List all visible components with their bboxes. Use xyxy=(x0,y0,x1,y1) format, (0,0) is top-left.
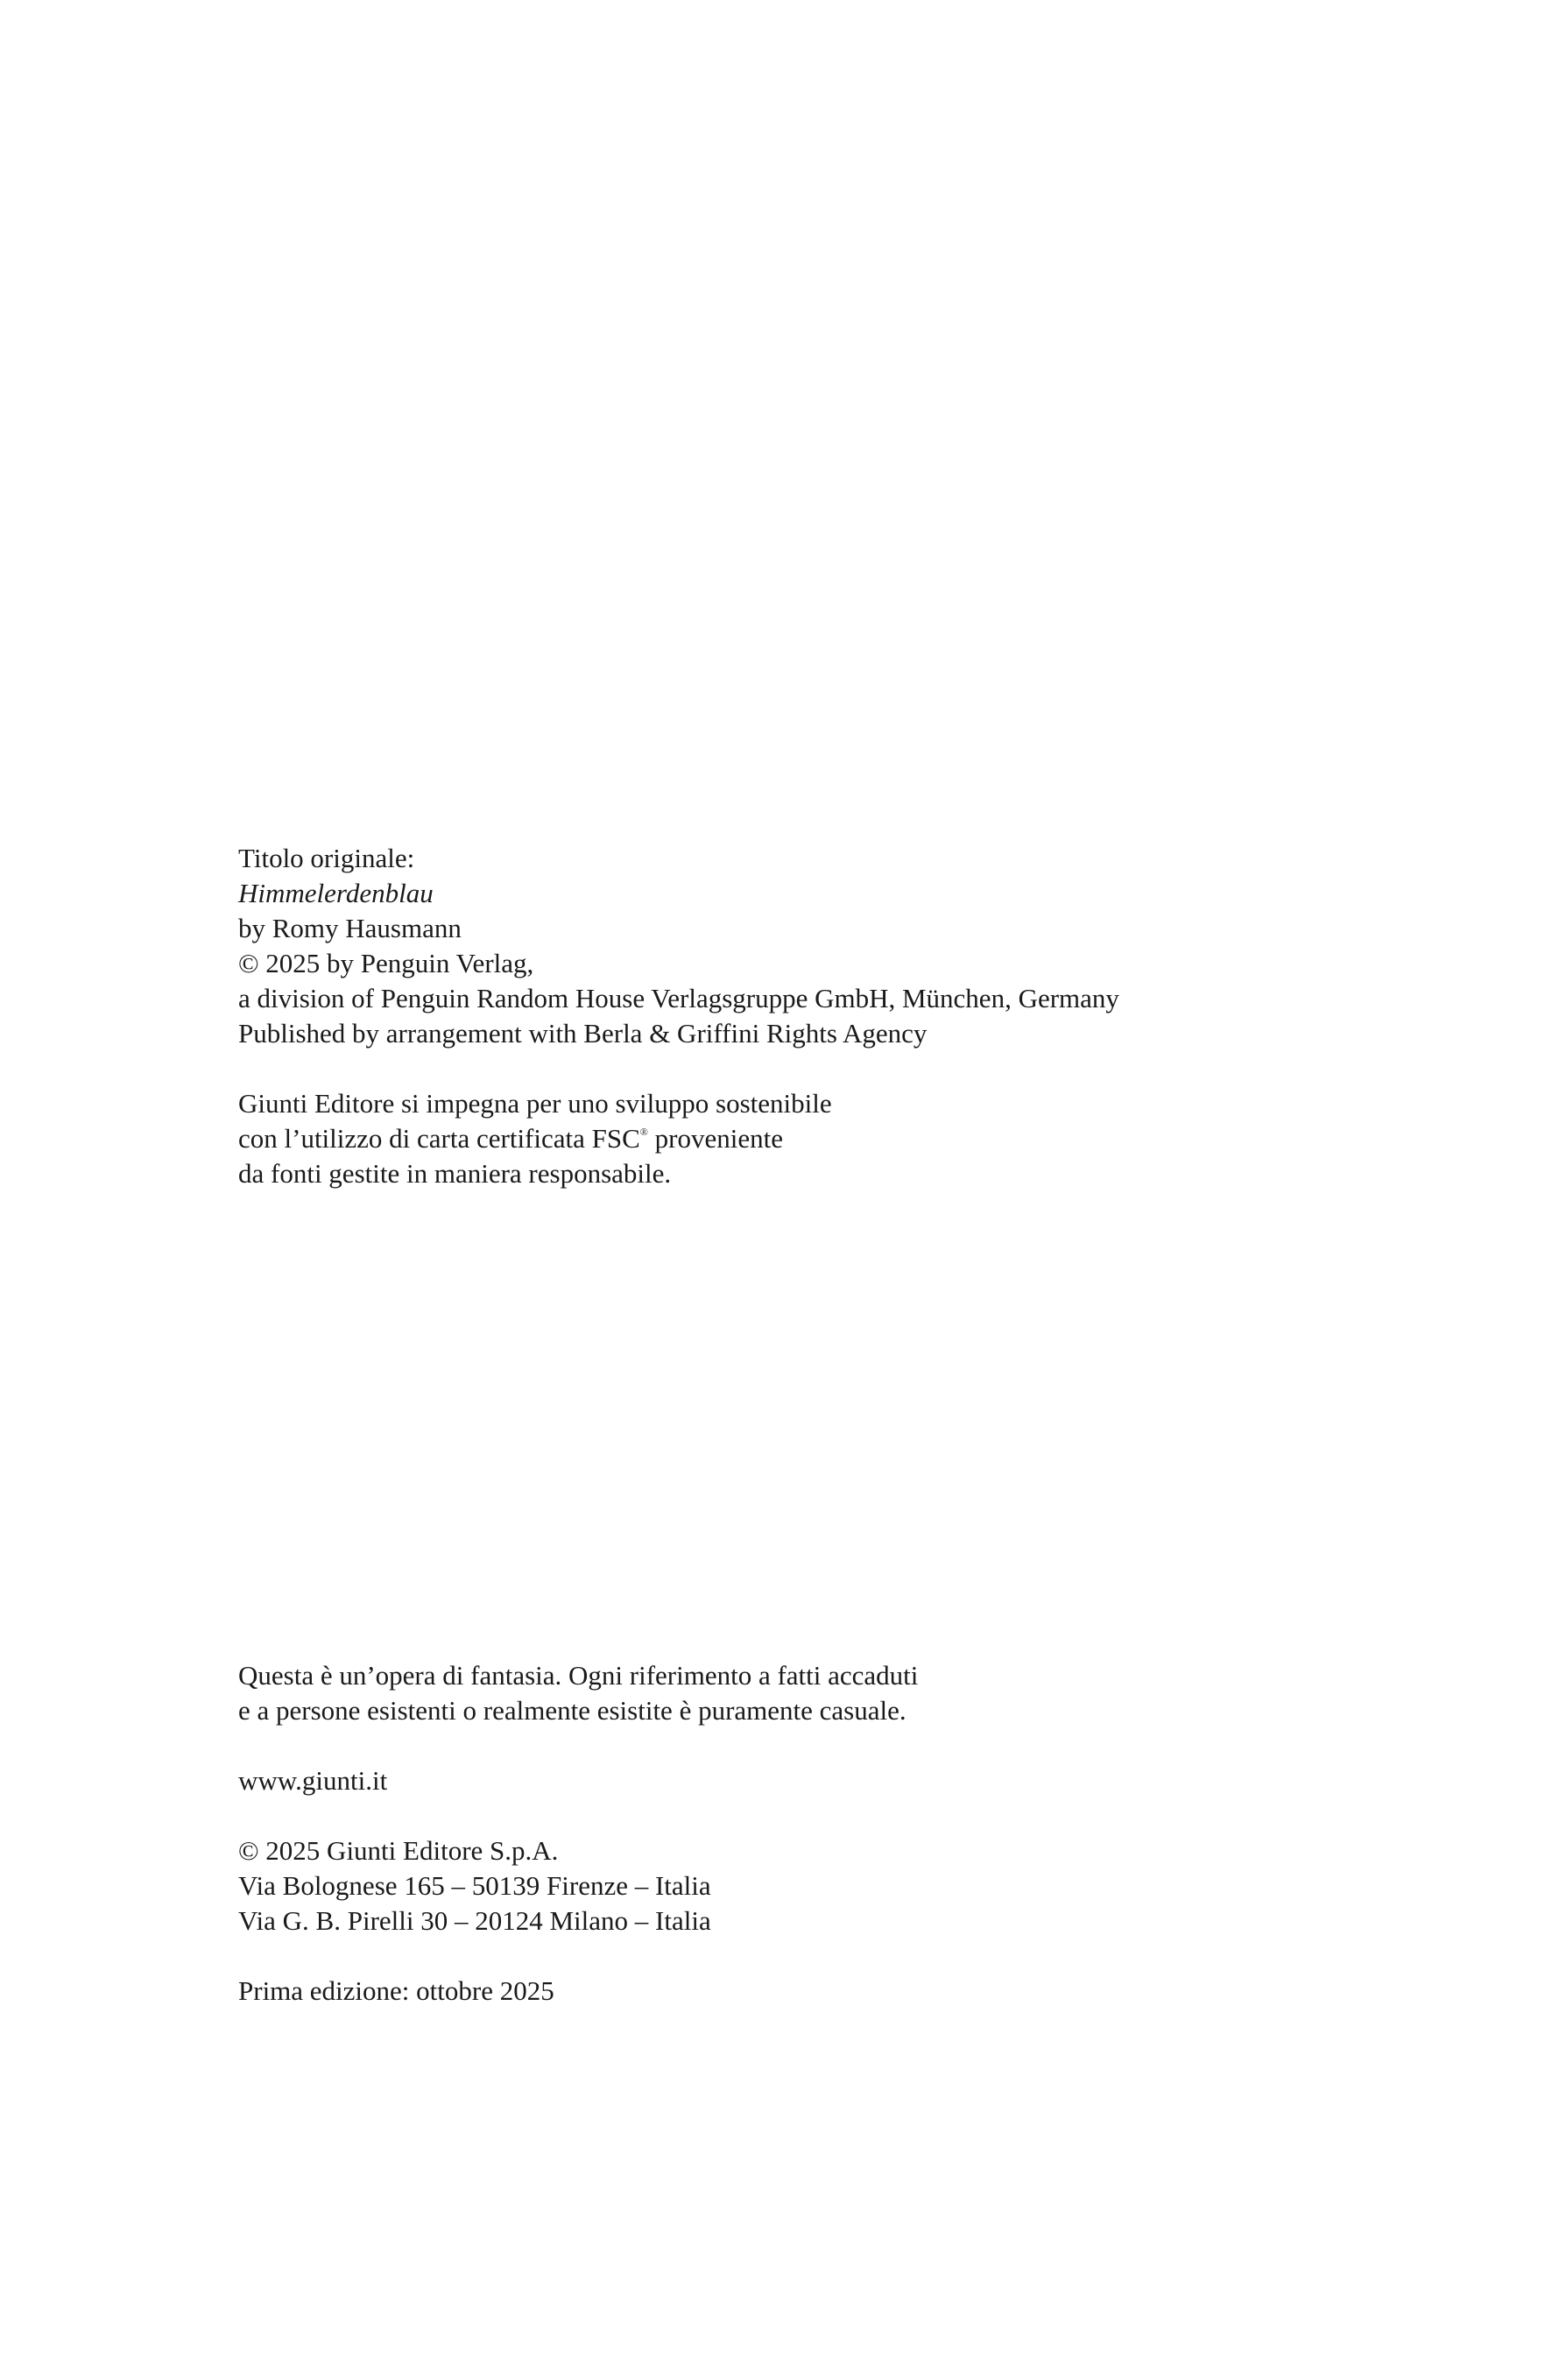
spacer xyxy=(238,1051,1119,1086)
spacer xyxy=(238,1939,918,1974)
sustainability-line-2 xyxy=(238,1121,1119,1156)
original-title: Himmelerdenblau xyxy=(238,878,434,908)
edition-line: Prima edizione: ottobre 2025 xyxy=(238,1975,554,2006)
spacer xyxy=(238,1798,918,1833)
disclaimer-line-2: e a persone esistenti o realmente esistite è puramente casuale. xyxy=(238,1695,907,1726)
sustainability-line-3: da fonti gestite in maniera responsabile. xyxy=(238,1158,672,1189)
rights-block xyxy=(238,841,1119,1191)
disclaimer-line-1: Questa è un’opera di fantasia. Ogni riferimento a fatti accaduti xyxy=(238,1660,919,1691)
original-copyright-line: © 2025 by Penguin Verlag, xyxy=(238,948,534,978)
spacer xyxy=(238,1728,918,1763)
sustainability-line-2-text: con l’utilizzo di carta certificata FSC xyxy=(238,1123,640,1154)
publisher-copyright: © 2025 Giunti Editore S.p.A. xyxy=(238,1835,559,1866)
arrangement-line: Published by arrangement with Berla & Griffini Rights Agency xyxy=(238,1018,928,1049)
address-milan: Via G. B. Pirelli 30 – 20124 Milano – Italia xyxy=(238,1905,711,1936)
publisher-block xyxy=(238,1658,918,2009)
division-line: a division of Penguin Random House Verlagsgruppe GmbH, München, Germany xyxy=(238,983,1119,1013)
sustainability-line-2-tail: proveniente xyxy=(647,1123,783,1154)
author-line: by Romy Hausmann xyxy=(238,913,462,943)
registered-mark: ® xyxy=(639,1126,648,1138)
sustainability-line-1: Giunti Editore si impegna per uno sviluppo sostenibile xyxy=(238,1088,832,1119)
website-link[interactable]: www.giunti.it xyxy=(238,1765,388,1796)
address-florence: Via Bolognese 165 – 50139 Firenze – Italia xyxy=(238,1870,711,1901)
original-title-label: Titolo originale: xyxy=(238,843,415,873)
